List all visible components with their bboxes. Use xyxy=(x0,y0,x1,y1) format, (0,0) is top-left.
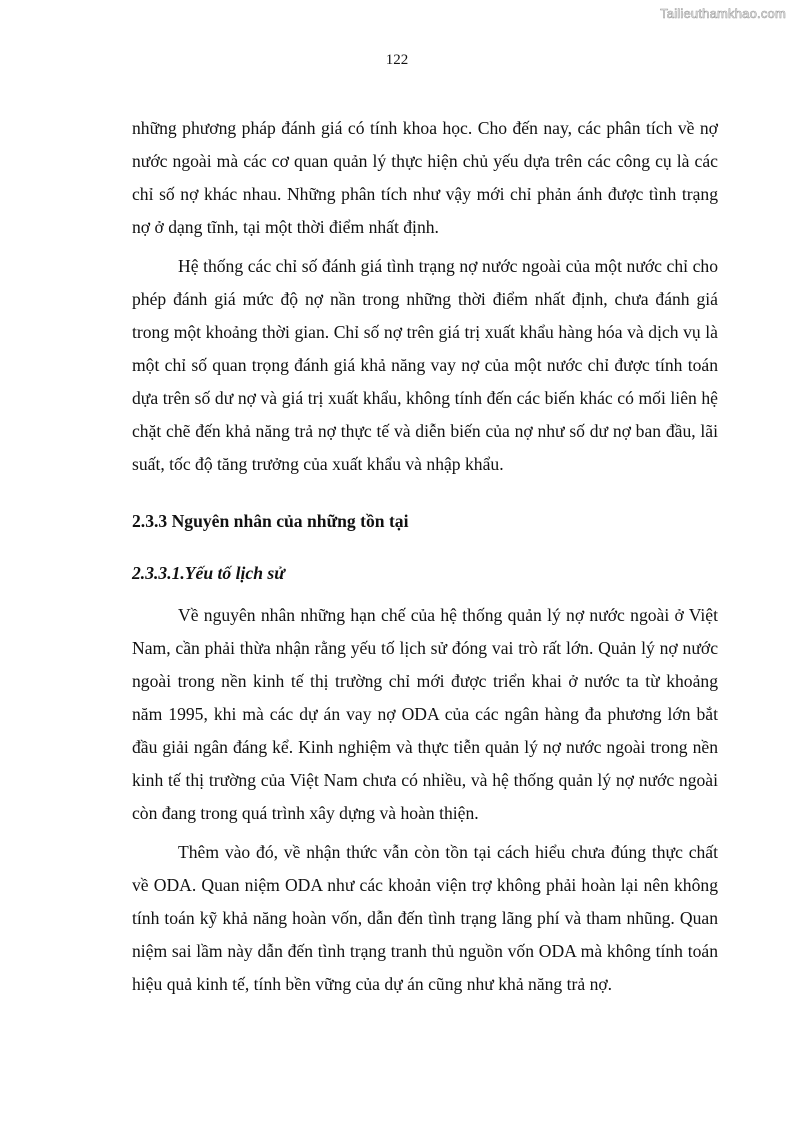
watermark-text: Tailieuthamkhao.com xyxy=(660,6,786,21)
page-number: 122 xyxy=(385,52,409,68)
section-heading: 2.3.3 Nguyên nhân của những tồn tại xyxy=(132,511,409,531)
paragraph: Hệ thống các chỉ số đánh giá tình trạng nợ nước ngoài của một nước chỉ cho phép đánh giá mức độ nợ nần trong những thời điểm nhất định, chưa đánh giá trong một khoảng thời gian. Chỉ số nợ trên giá trị xuất khẩu hàng hóa và dịch vụ là một chỉ số quan trọng đánh giá khả năng vay nợ của một nước chỉ được tính toán dựa trên số dư nợ và giá trị xuất khẩu, không tính đến các biến khác có mối liên hệ chặt chẽ đến khả năng trả nợ thực tế và diễn biến của nợ như số dư nợ ban đầu, lãi suất, tốc độ tăng trưởng của xuất khẩu và nhập khẩu. xyxy=(132,256,718,474)
subsection-heading: 2.3.3.1.Yếu tố lịch sử xyxy=(132,563,285,583)
paragraph-continued: những phương pháp đánh giá có tính khoa học. Cho đến nay, các phân tích về nợ nước ngoài mà các cơ quan quản lý thực hiện chủ yếu dựa trên các công cụ là các chỉ số nợ khác nhau. Những phân tích như vậy mới chỉ phản ánh được tình trạng nợ ở dạng tĩnh, tại một thời điểm nhất định. xyxy=(132,118,718,237)
paragraph: Về nguyên nhân những hạn chế của hệ thống quản lý nợ nước ngoài ở Việt Nam, cần phải thừa nhận rằng yếu tố lịch sử đóng vai trò rất lớn. Quản lý nợ nước ngoài trong nền kinh tế thị trường chỉ mới được triển khai ở nước ta từ khoảng năm 1995, khi mà các dự án vay nợ ODA của các ngân hàng đa phương lớn bắt đầu giải ngân đáng kể. Kinh nghiệm và thực tiễn quản lý nợ nước ngoài trong nền kinh tế thị trường của Việt Nam chưa có nhiều, và hệ thống quản lý nợ nước ngoài còn đang trong quá trình xây dựng và hoàn thiện. xyxy=(132,605,718,823)
paragraph: Thêm vào đó, về nhận thức vẫn còn tồn tại cách hiểu chưa đúng thực chất về ODA. Quan niệm ODA như các khoản viện trợ không phải hoàn lại nên không tính toán kỹ khả năng hoàn vốn, dẫn đến tình trạng lãng phí và tham nhũng. Quan niệm sai lầm này dẫn đến tình trạng tranh thủ nguồn vốn ODA mà không tính toán hiệu quả kinh tế, tính bền vững của dự án cũng như khả năng trả nợ. xyxy=(132,842,718,994)
document-body xyxy=(132,112,718,1001)
